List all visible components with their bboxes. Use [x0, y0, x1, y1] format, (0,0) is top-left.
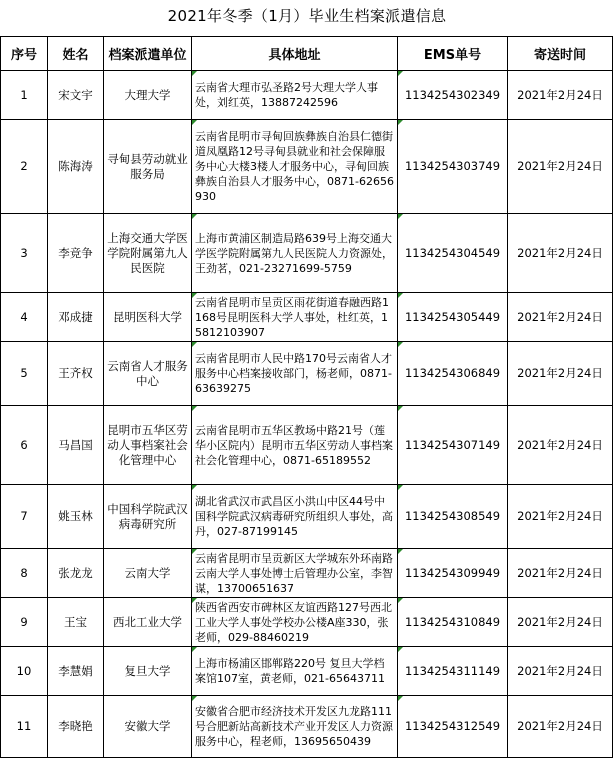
cell-marker-icon: [398, 120, 403, 125]
row-ems-text: 1134254307149: [404, 437, 501, 452]
row-ems: [398, 293, 508, 342]
row-unit-text: 云南省人才服务中心: [107, 358, 188, 388]
row-unit-text: 寻甸县劳动就业服务局: [107, 151, 188, 181]
row-date: [508, 71, 613, 120]
row-address-text: 云南省昆明市呈贡区雨花街道春融西路1168号昆明医科大学人事处，杜红英，15812103907: [195, 295, 389, 339]
row-name-text: 姚玉林: [58, 509, 93, 523]
row-unit-text: 复旦大学: [124, 663, 171, 678]
cell-marker-icon: [398, 214, 403, 219]
cell-marker-icon: [192, 598, 197, 603]
row-date-text: 2021年2月24日: [517, 509, 603, 523]
row-address: [192, 647, 398, 696]
row-number-text: 2: [20, 159, 28, 173]
row-number-text: 8: [20, 565, 28, 580]
cell-marker-icon: [398, 598, 403, 603]
row-name: [48, 549, 104, 598]
row-number: [1, 120, 48, 214]
row-date: [508, 214, 613, 293]
page-title: 2021年冬季（1月）毕业生档案派遣信息: [167, 6, 447, 25]
row-number: [1, 696, 48, 758]
row-date: [508, 406, 613, 485]
row-unit: [104, 598, 192, 647]
cell-marker-icon: [398, 549, 403, 554]
row-ems-text: 1134254312549: [404, 719, 501, 733]
row-name-text: 李晓艳: [58, 719, 93, 733]
row-number-text: 5: [20, 366, 28, 380]
row-unit-text: 云南大学: [124, 565, 171, 580]
row-name: [48, 598, 104, 647]
header-ems: EMS单号: [398, 37, 508, 71]
row-unit-text: 安徽大学: [124, 719, 171, 733]
row-unit-text: 大理大学: [124, 87, 171, 102]
row-number: [1, 406, 48, 485]
row-unit-text: 西北工业大学: [113, 614, 182, 629]
row-address: [192, 120, 398, 214]
row-number-text: 9: [20, 614, 28, 629]
row-number: [1, 214, 48, 293]
cell-marker-icon: [192, 406, 197, 411]
row-ems: [398, 214, 508, 293]
row-ems: [398, 485, 508, 549]
cell-marker-icon: [398, 406, 403, 411]
row-name: [48, 406, 104, 485]
row-name-text: 张龙龙: [58, 565, 93, 580]
row-ems: [398, 71, 508, 120]
row-name: [48, 696, 104, 758]
row-name: [48, 71, 104, 120]
row-date-text: 2021年2月24日: [517, 87, 603, 102]
row-date-text: 2021年2月24日: [517, 437, 603, 452]
cell-marker-icon: [192, 214, 197, 219]
row-number-text: 7: [20, 509, 28, 523]
row-unit-text: 昆明市五华区劳动人事档案社会化管理中心: [107, 422, 188, 467]
row-address-text: 陕西省西安市碑林区友谊西路127号西北工业大学人事处学校办公楼A座330，张老师，029-88460219: [195, 600, 392, 644]
row-number: [1, 647, 48, 696]
row-date-text: 2021年2月24日: [517, 309, 603, 324]
table-row: [1, 598, 613, 647]
row-name-text: 陈海涛: [58, 159, 93, 173]
row-name-text: 李慧娟: [58, 663, 93, 678]
row-address-text: 湖北省武汉市武昌区小洪山中区44号中国科学院武汉病毒研究所组织人事处，高丹，027-87199145: [195, 495, 393, 538]
header-name: 姓名: [48, 37, 104, 71]
cell-marker-icon: [192, 485, 197, 490]
row-ems-text: 1134254302349: [404, 87, 501, 102]
table-row: [1, 293, 613, 342]
row-ems: [398, 598, 508, 647]
row-name: [48, 485, 104, 549]
row-number: [1, 293, 48, 342]
row-unit: [104, 696, 192, 758]
row-address-text: 上海市杨浦区邯郸路220号 复旦大学档案馆107室，黄老师，021-65643711: [195, 657, 385, 685]
cell-marker-icon: [192, 647, 197, 652]
row-address: [192, 485, 398, 549]
row-number: [1, 71, 48, 120]
row-ems-text: 1134254303749: [404, 159, 501, 173]
row-number-text: 1: [20, 87, 28, 102]
row-ems: [398, 120, 508, 214]
row-unit: [104, 485, 192, 549]
row-name-text: 王齐权: [58, 366, 93, 380]
row-date: [508, 696, 613, 758]
row-number-text: 11: [16, 719, 32, 733]
table-row: [1, 406, 613, 485]
row-ems-text: 1134254306849: [404, 366, 501, 380]
row-unit: [104, 293, 192, 342]
row-date-text: 2021年2月24日: [517, 663, 603, 678]
row-unit: [104, 120, 192, 214]
row-name-text: 王宝: [64, 614, 87, 629]
archive-table: [0, 36, 613, 758]
row-date: [508, 485, 613, 549]
row-date-text: 2021年2月24日: [517, 366, 603, 380]
table-row: [1, 696, 613, 758]
row-date-text: 2021年2月24日: [517, 614, 603, 629]
row-unit: [104, 214, 192, 293]
row-date-text: 2021年2月24日: [517, 719, 603, 733]
table-row: [1, 549, 613, 598]
cell-marker-icon: [398, 696, 403, 701]
row-date: [508, 120, 613, 214]
row-date: [508, 342, 613, 406]
row-date-text: 2021年2月24日: [517, 245, 603, 260]
row-name-text: 李竞争: [58, 245, 93, 260]
row-unit: [104, 647, 192, 696]
row-name: [48, 342, 104, 406]
row-name: [48, 214, 104, 293]
row-date: [508, 549, 613, 598]
row-name: [48, 120, 104, 214]
row-unit-text: 昆明医科大学: [113, 309, 182, 324]
row-ems-text: 1134254310849: [404, 614, 501, 629]
cell-marker-icon: [192, 71, 197, 76]
cell-marker-icon: [398, 647, 403, 652]
row-ems: [398, 342, 508, 406]
cell-marker-icon: [192, 293, 197, 298]
row-address-text: 云南省大理市弘圣路2号大理大学人事处，刘红英，13887242596: [195, 81, 378, 109]
row-name-text: 邓成捷: [58, 309, 93, 324]
row-number-text: 3: [20, 245, 28, 260]
table-row: [1, 342, 613, 406]
row-date: [508, 293, 613, 342]
row-unit: [104, 549, 192, 598]
row-address: [192, 71, 398, 120]
table-row: [1, 647, 613, 696]
row-address: [192, 342, 398, 406]
row-ems-text: 1134254311149: [404, 663, 501, 678]
header-row: [1, 37, 613, 71]
row-number: [1, 598, 48, 647]
row-ems-text: 1134254308549: [404, 509, 501, 523]
row-name: [48, 647, 104, 696]
cell-marker-icon: [398, 342, 403, 347]
row-unit: [104, 406, 192, 485]
cell-marker-icon: [398, 485, 403, 490]
row-ems: [398, 696, 508, 758]
row-name-text: 马昌国: [58, 437, 93, 452]
cell-marker-icon: [398, 293, 403, 298]
row-address-text: 云南省昆明市寻甸回族彝族自治县仁德街道凤凰路12号寻甸县就业和社会保障服务中心大楼3楼人才服务中心，寻甸回族彝族自治县人才服务中心，0871-62656930: [195, 130, 394, 203]
row-address-text: 上海市黄浦区制造局路639号上海交通大学医学院附属第九人民医院人力资源处，王劲茗，021-23271699-5759: [195, 231, 393, 275]
cell-marker-icon: [192, 342, 197, 347]
header-address: 具体地址: [192, 37, 398, 71]
row-ems-text: 1134254304549: [404, 245, 501, 260]
header-unit: 档案派遣单位: [104, 37, 192, 71]
header-date: 寄送时间: [508, 37, 613, 71]
row-ems: [398, 549, 508, 598]
row-date-text: 2021年2月24日: [517, 159, 603, 173]
row-ems-text: 1134254309949: [404, 565, 501, 580]
row-unit: [104, 342, 192, 406]
row-address-text: 安徽省合肥市经济技术开发区九龙路111号合肥新站高新技术产业开发区人力资源服务中心，程老师，13695650439: [195, 705, 393, 748]
row-number: [1, 549, 48, 598]
row-ems: [398, 406, 508, 485]
table-row: [1, 71, 613, 120]
row-ems: [398, 647, 508, 696]
table-row: [1, 214, 613, 293]
cell-marker-icon: [192, 696, 197, 701]
row-ems-text: 1134254305449: [404, 309, 501, 324]
row-address: [192, 214, 398, 293]
row-address: [192, 598, 398, 647]
row-number: [1, 485, 48, 549]
row-address: [192, 696, 398, 758]
row-address: [192, 406, 398, 485]
row-name: [48, 293, 104, 342]
row-date: [508, 647, 613, 696]
row-number: [1, 342, 48, 406]
row-address-text: 云南省昆明市人民中路170号云南省人才服务中心档案接收部门，杨老师，0871-63639275: [195, 352, 392, 395]
row-unit-text: 中国科学院武汉病毒研究所: [107, 501, 188, 531]
row-name-text: 宋文宇: [58, 87, 93, 102]
cell-marker-icon: [192, 549, 197, 554]
row-date: [508, 598, 613, 647]
row-unit: [104, 71, 192, 120]
row-number-text: 4: [20, 309, 28, 324]
row-number-text: 6: [20, 437, 28, 452]
row-address: [192, 549, 398, 598]
row-address: [192, 293, 398, 342]
row-date-text: 2021年2月24日: [517, 565, 603, 580]
row-number-text: 10: [16, 663, 32, 678]
row-unit-text: 上海交通大学医学院附属第九人民医院: [107, 230, 188, 275]
row-address-text: 云南省昆明市呈贡新区大学城东外环南路云南大学人事处博士后管理办公室，李智谋，13700651637: [195, 551, 393, 595]
cell-marker-icon: [398, 71, 403, 76]
cell-marker-icon: [192, 120, 197, 125]
header-no: 序号: [1, 37, 48, 71]
row-address-text: 云南省昆明市五华区教场中路21号（莲华小区院内）昆明市五华区劳动人事档案社会化管理中心，0871-65189552: [195, 423, 393, 467]
table-row: [1, 485, 613, 549]
table-row: [1, 120, 613, 214]
